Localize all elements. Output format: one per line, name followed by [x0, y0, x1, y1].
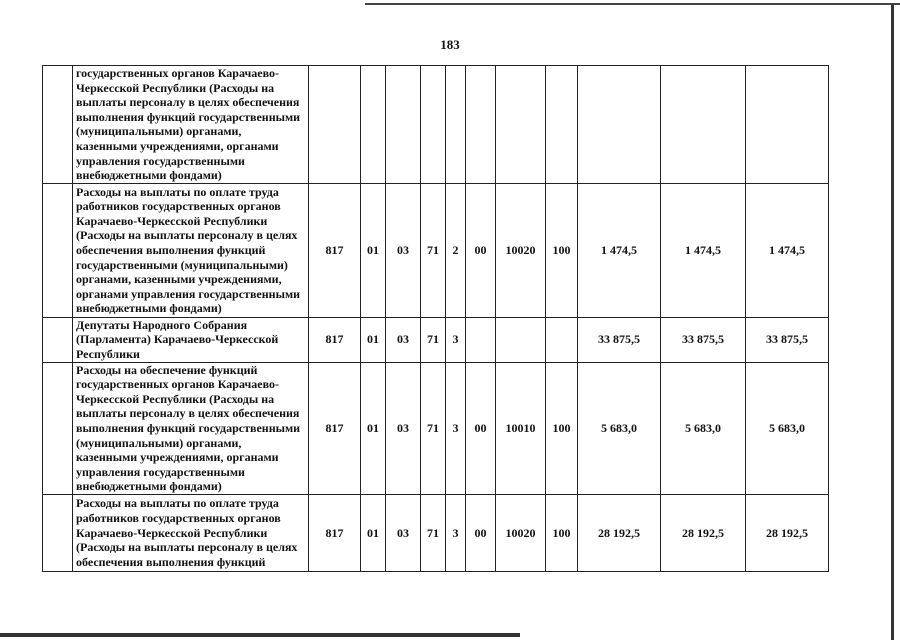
code-section-cell: 01 — [361, 362, 386, 494]
code-expense-type-cell — [546, 66, 578, 184]
amount-year3-cell: 33 875,5 — [746, 317, 829, 362]
code-section-cell — [361, 66, 386, 184]
code-subprogram-cell — [446, 66, 466, 184]
amount-year1-cell: 28 192,5 — [578, 494, 661, 571]
code-program-cell: 71 — [421, 317, 446, 362]
code-subsection-cell — [386, 66, 421, 184]
code-direction-cell: 00 — [466, 494, 496, 571]
description-cell: государственных органов Карачаево-Черкесской Республики (Расходы на выплаты персоналу в целях обеспечения выполнения функций государственными (муниципальными) органами, казенными учреждениями, органами управления государственными внебюджетными фондами) — [73, 66, 309, 184]
code-admin-cell — [309, 66, 361, 184]
row-number-cell — [43, 362, 73, 494]
code-subprogram-cell: 3 — [446, 317, 466, 362]
description-cell: Расходы на выплаты по оплате труда работников государственных органов Карачаево-Черкесской Республики (Расходы на выплаты персоналу в целях обеспечения выполнения функций государственными (муниципальными) органами, казенными учреждениями, органами управления государственными внебюджетными фондами) — [73, 183, 309, 317]
code-subprogram-cell: 3 — [446, 362, 466, 494]
table-row — [43, 183, 829, 317]
code-subsection-cell: 03 — [386, 183, 421, 317]
code-program-cell: 71 — [421, 362, 446, 494]
code-program-cell — [421, 66, 446, 184]
amount-year3-cell: 28 192,5 — [746, 494, 829, 571]
code-section-cell: 01 — [361, 494, 386, 571]
code-direction-cell: 00 — [466, 362, 496, 494]
code-expense-type-cell: 100 — [546, 494, 578, 571]
row-number-cell — [43, 317, 73, 362]
code-section-cell: 01 — [361, 183, 386, 317]
code-target-cell: 10010 — [496, 362, 546, 494]
code-target-cell: 10020 — [496, 494, 546, 571]
code-program-cell: 71 — [421, 494, 446, 571]
amount-year2-cell: 33 875,5 — [661, 317, 746, 362]
code-admin-cell: 817 — [309, 317, 361, 362]
table-row — [43, 317, 829, 362]
amount-year2-cell: 1 474,5 — [661, 183, 746, 317]
description-cell: Депутаты Народного Собрания (Парламента) Карачаево-Черкесской Республики — [73, 317, 309, 362]
scan-border-bottom — [0, 633, 520, 637]
code-admin-cell: 817 — [309, 362, 361, 494]
code-target-cell — [496, 66, 546, 184]
scan-border-right — [891, 5, 894, 640]
code-section-cell: 01 — [361, 317, 386, 362]
row-number-cell — [43, 183, 73, 317]
amount-year1-cell: 33 875,5 — [578, 317, 661, 362]
scan-border-top — [365, 3, 900, 5]
code-expense-type-cell: 100 — [546, 362, 578, 494]
code-target-cell — [496, 317, 546, 362]
amount-year3-cell: 1 474,5 — [746, 183, 829, 317]
amount-year3-cell: 5 683,0 — [746, 362, 829, 494]
amount-year1-cell: 5 683,0 — [578, 362, 661, 494]
amount-year1-cell — [578, 66, 661, 184]
code-subsection-cell: 03 — [386, 317, 421, 362]
amount-year2-cell — [661, 66, 746, 184]
code-subsection-cell: 03 — [386, 362, 421, 494]
code-admin-cell: 817 — [309, 183, 361, 317]
page-number: 183 — [440, 37, 460, 52]
code-direction-cell — [466, 66, 496, 184]
code-subprogram-cell: 3 — [446, 494, 466, 571]
code-expense-type-cell: 100 — [546, 183, 578, 317]
code-expense-type-cell — [546, 317, 578, 362]
amount-year2-cell: 5 683,0 — [661, 362, 746, 494]
row-number-cell — [43, 66, 73, 184]
budget-table — [42, 65, 829, 572]
table-row — [43, 494, 829, 571]
code-admin-cell: 817 — [309, 494, 361, 571]
table-row — [43, 362, 829, 494]
code-program-cell: 71 — [421, 183, 446, 317]
code-direction-cell: 00 — [466, 183, 496, 317]
table-row — [43, 66, 829, 184]
row-number-cell — [43, 494, 73, 571]
description-cell: Расходы на обеспечение функций государственных органов Карачаево-Черкесской Республики (Расходы на выплаты персоналу в целях обеспечения выполнения функций государственными (муниципальными) органами, казенными учреждениями, органами управления государственными внебюджетными фондами) — [73, 362, 309, 494]
code-target-cell: 10020 — [496, 183, 546, 317]
description-cell: Расходы на выплаты по оплате труда работников государственных органов Карачаево-Черкесской Республики (Расходы на выплаты персоналу в целях обеспечения выполнения функций — [73, 494, 309, 571]
code-direction-cell — [466, 317, 496, 362]
code-subprogram-cell: 2 — [446, 183, 466, 317]
code-subsection-cell: 03 — [386, 494, 421, 571]
amount-year1-cell: 1 474,5 — [578, 183, 661, 317]
amount-year3-cell — [746, 66, 829, 184]
amount-year2-cell: 28 192,5 — [661, 494, 746, 571]
